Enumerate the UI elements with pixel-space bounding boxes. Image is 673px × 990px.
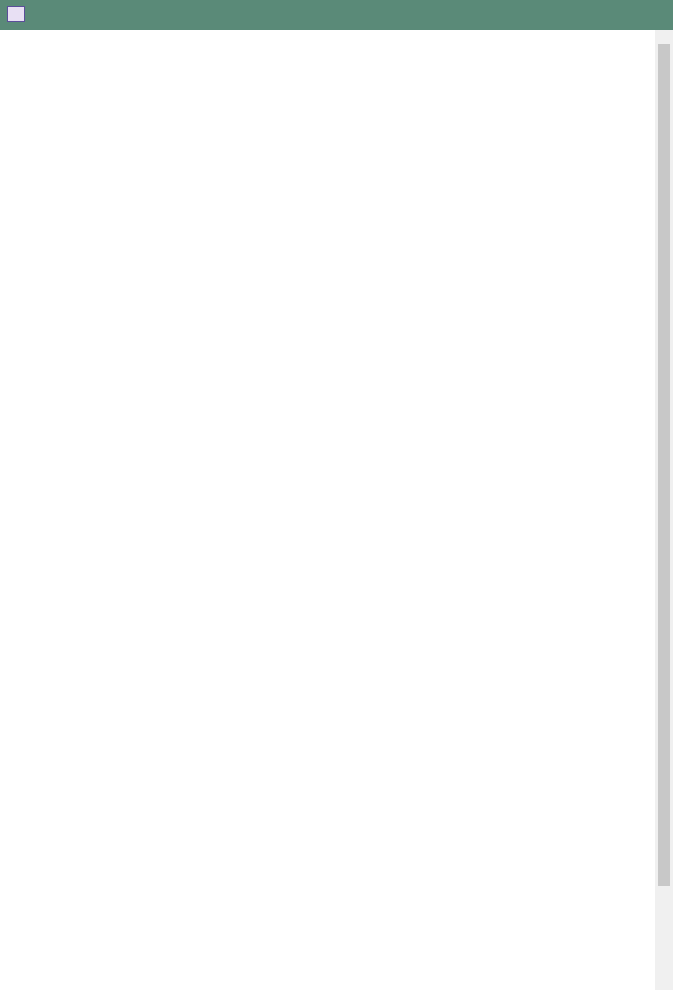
mbr-template-view (0, 30, 655, 990)
vertical-scrollbar[interactable] (655, 30, 673, 990)
column-header-row (0, 30, 655, 57)
close-icon[interactable] (645, 4, 665, 24)
scroll-down-arrow-icon[interactable] (655, 970, 673, 986)
hex-editor-app-icon (7, 6, 25, 22)
scrollbar-thumb[interactable] (658, 44, 670, 886)
window-titlebar (0, 0, 673, 30)
